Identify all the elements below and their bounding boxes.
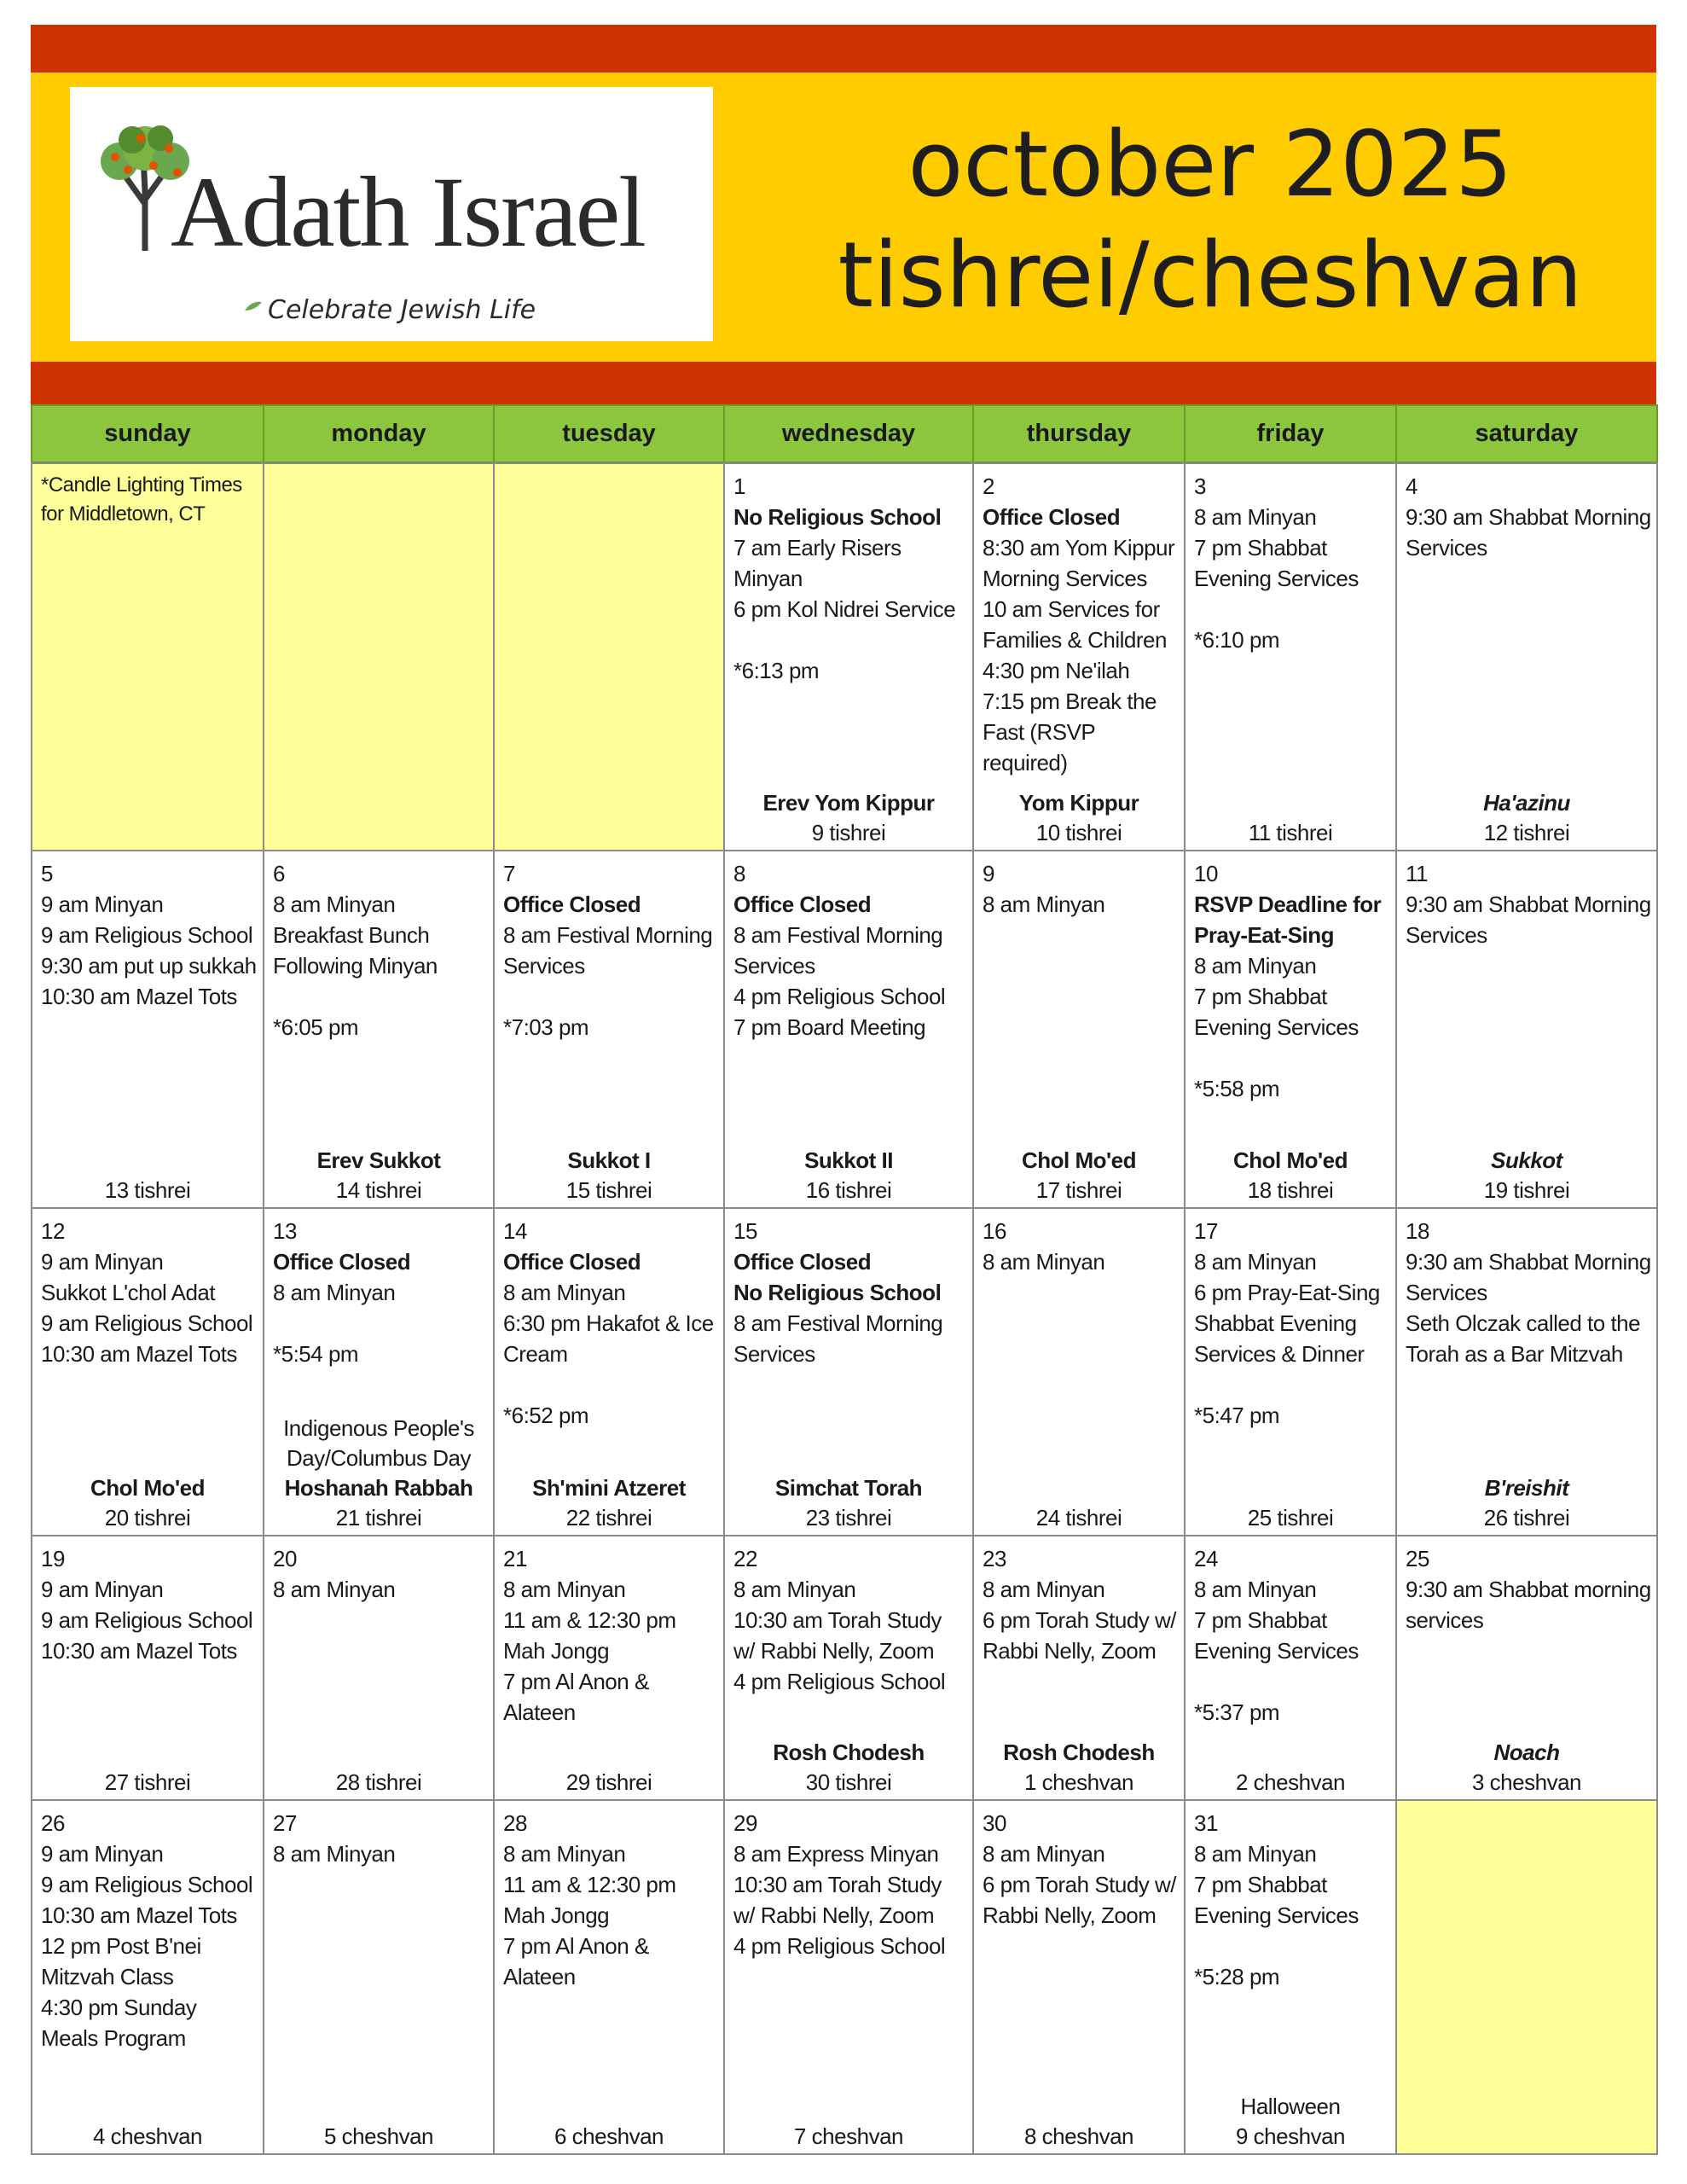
event-item: 6 pm Pray-Eat-Sing Shabbat Evening Services & Dinner <box>1194 1280 1380 1367</box>
hebrew-date: 5 cheshvan <box>324 2123 433 2149</box>
day-cell-2 <box>972 462 1186 851</box>
day-cell-16 <box>972 1207 1186 1536</box>
line-spacer <box>1194 594 1390 624</box>
day-number: 26 <box>41 1810 65 1836</box>
day-number: 4 <box>1406 473 1417 499</box>
line-spacer <box>503 981 718 1012</box>
line-spacer <box>733 624 967 655</box>
day-footer <box>264 2122 493 2152</box>
day-cell-6 <box>263 850 495 1209</box>
day-cell-18 <box>1395 1207 1658 1536</box>
hebrew-date: 9 tishrei <box>811 820 886 845</box>
event-item: 8 am Express Minyan <box>733 1841 939 1867</box>
day-number: 28 <box>503 1810 527 1836</box>
event-item: 9 am Religious School <box>41 1872 253 1897</box>
hebrew-date: 27 tishrei <box>104 1769 191 1795</box>
holiday-name: Halloween <box>1240 2094 1341 2119</box>
event-list <box>1194 889 1390 1104</box>
holiday-name: Rosh Chodesh <box>773 1740 925 1765</box>
empty-day-cell <box>1395 1799 1658 2155</box>
day-number: 1 <box>733 473 745 499</box>
holiday-name: Yom Kippur <box>1018 790 1139 816</box>
day-number: 8 <box>733 861 745 886</box>
event-list <box>1406 502 1651 563</box>
event-item: Seth Olczak called to the Torah as a Bar Mitzvah <box>1406 1310 1641 1367</box>
candle-lighting-time: *6:05 pm <box>273 1014 359 1040</box>
bottom-red-bar <box>31 362 1656 404</box>
day-header-saturday: saturday <box>1395 404 1658 463</box>
event-item: 8 am Minyan <box>1194 504 1317 530</box>
event-list <box>983 889 1179 920</box>
event-item: 9 am Minyan <box>41 1249 164 1275</box>
hebrew-months-title: tishrei/cheshvan <box>838 223 1583 328</box>
event-item: 8 am Minyan <box>1194 1577 1317 1602</box>
event-list <box>1194 1838 1390 1992</box>
day-cell-20 <box>263 1535 495 1801</box>
line-spacer <box>1194 1931 1390 1961</box>
holiday-name: Chol Mo'ed <box>1232 1147 1348 1173</box>
hebrew-date: 29 tishrei <box>565 1769 652 1795</box>
event-item: 8 am Minyan <box>983 892 1105 917</box>
hebrew-date: 2 cheshvan <box>1236 1769 1345 1795</box>
day-cell-29 <box>723 1799 974 2155</box>
day-footer <box>32 1473 263 1533</box>
event-item: 4:30 pm Sunday Meals Program <box>41 1995 197 2051</box>
day-number: 16 <box>983 1218 1006 1244</box>
event-item: 8 am Minyan <box>503 1841 626 1867</box>
event-list <box>733 1574 967 1697</box>
day-footer <box>725 1738 972 1798</box>
event-highlight: Office Closed <box>273 1249 411 1275</box>
candle-lighting-time: *6:52 pm <box>503 1403 589 1428</box>
day-footer <box>725 1473 972 1533</box>
holiday-name: Ha'azinu <box>1483 790 1570 816</box>
event-item: 10:30 am Torah Study w/ Rabbi Nelly, Zoom <box>733 1607 942 1664</box>
holiday-name: Hoshanah Rabbah <box>284 1475 473 1501</box>
day-footer <box>1186 1768 1395 1798</box>
day-cell-9 <box>972 850 1186 1209</box>
day-number: 14 <box>503 1218 527 1244</box>
day-number: 6 <box>273 861 285 886</box>
event-item: 8 am Minyan <box>1194 1841 1317 1867</box>
event-list <box>41 1246 258 1369</box>
logo-tagline: Celebrate Jewish Life <box>268 295 536 325</box>
holiday-name: Simchat Torah <box>774 1475 923 1501</box>
event-list <box>733 1838 967 1961</box>
hebrew-date: 26 tishrei <box>1483 1505 1570 1531</box>
event-highlight: Office Closed <box>503 1249 641 1275</box>
event-list <box>503 1246 718 1431</box>
hebrew-date: 7 cheshvan <box>794 2123 903 2149</box>
event-highlight: Office Closed <box>733 1249 872 1275</box>
event-item: 10 am Services for Families & Children <box>983 596 1167 653</box>
day-footer <box>974 1738 1184 1798</box>
event-list <box>1194 502 1390 655</box>
logo-name: Adath Israel <box>171 156 645 268</box>
day-number: 7 <box>503 861 515 886</box>
day-cell-12 <box>31 1207 264 1536</box>
event-item: Breakfast Bunch Following Minyan <box>273 922 438 979</box>
hebrew-date: 16 tishrei <box>805 1177 892 1203</box>
hebrew-date: 10 tishrei <box>1035 820 1122 845</box>
day-footer <box>1186 1503 1395 1533</box>
candle-lighting-time: *5:28 pm <box>1194 1964 1280 1989</box>
day-number: 21 <box>503 1546 527 1571</box>
hebrew-date: 19 tishrei <box>1483 1177 1570 1203</box>
candle-lighting-time: *5:58 pm <box>1194 1076 1280 1101</box>
holiday-name: Chol Mo'ed <box>90 1475 206 1501</box>
event-item: 8 am Minyan <box>273 1841 396 1867</box>
event-highlight: Office Closed <box>503 892 641 917</box>
event-item: 7 pm Shabbat Evening Services <box>1194 1607 1359 1664</box>
event-item: 8 am Minyan <box>983 1841 1105 1867</box>
holiday-name: Erev Sukkot <box>316 1147 441 1173</box>
event-highlight: Office Closed <box>983 504 1121 530</box>
hebrew-date: 12 tishrei <box>1483 820 1570 845</box>
hebrew-date: 1 cheshvan <box>1024 1769 1133 1795</box>
event-item: 9 am Minyan <box>41 892 164 917</box>
day-number: 27 <box>273 1810 297 1836</box>
day-cell-10 <box>1184 850 1397 1209</box>
event-item: 10:30 am Mazel Tots <box>41 1902 237 1928</box>
hebrew-date: 20 tishrei <box>104 1505 191 1531</box>
day-cell-27 <box>263 1799 495 2155</box>
event-list <box>1194 1574 1390 1728</box>
event-list <box>273 1574 488 1605</box>
event-list <box>273 1246 488 1369</box>
day-footer <box>495 1473 723 1533</box>
calendar-header <box>31 73 1656 362</box>
empty-day-cell <box>31 462 264 851</box>
holiday-name: B'reishit <box>1484 1475 1569 1501</box>
month-title: october 2025 <box>907 112 1513 217</box>
hebrew-date: 28 tishrei <box>335 1769 422 1795</box>
holiday-name: Chol Mo'ed <box>1021 1147 1137 1173</box>
event-item: 8:30 am Yom Kippur Morning Services <box>983 535 1175 591</box>
event-item: 7 am Early Risers Minyan <box>733 535 901 591</box>
day-footer <box>1186 818 1395 848</box>
day-cell-28 <box>493 1799 725 2155</box>
event-item: 7 pm Shabbat Evening Services <box>1194 535 1359 591</box>
event-item: 8 am Minyan <box>733 1577 856 1602</box>
day-footer <box>264 1414 493 1533</box>
event-item: 8 am Minyan <box>1194 953 1317 979</box>
event-item: 10:30 am Torah Study w/ Rabbi Nelly, Zoom <box>733 1872 942 1928</box>
day-number: 29 <box>733 1810 757 1836</box>
line-spacer <box>273 1308 488 1339</box>
day-number: 22 <box>733 1546 757 1571</box>
event-item: 8 am Minyan <box>273 1280 396 1305</box>
day-footer <box>974 788 1184 848</box>
day-number: 9 <box>983 861 994 886</box>
hebrew-date: 23 tishrei <box>805 1505 892 1531</box>
day-number: 24 <box>1194 1546 1218 1571</box>
day-footer <box>32 1768 263 1798</box>
event-list <box>733 1246 967 1369</box>
event-item: 6 pm Torah Study w/ Rabbi Nelly, Zoom <box>983 1607 1177 1664</box>
day-footer <box>974 2122 1184 2152</box>
event-list <box>503 1574 718 1728</box>
holiday-name: Sukkot II <box>804 1147 893 1173</box>
candle-lighting-time: *5:54 pm <box>273 1341 359 1367</box>
event-item: 7:15 pm Break the Fast (RSVP required) <box>983 688 1157 775</box>
event-list <box>41 1574 258 1666</box>
day-number: 2 <box>983 473 994 499</box>
event-list <box>273 889 488 1043</box>
event-item: 9:30 am Shabbat Morning Services <box>1406 1249 1651 1305</box>
day-footer <box>32 1176 263 1205</box>
event-item: 8 am Festival Morning Services <box>733 1310 943 1367</box>
event-item: 6:30 pm Hakafot & Ice Cream <box>503 1310 714 1367</box>
event-item: 10:30 am Mazel Tots <box>41 1638 237 1664</box>
line-spacer <box>273 981 488 1012</box>
day-cell-24 <box>1184 1535 1397 1801</box>
day-number: 19 <box>41 1546 65 1571</box>
event-item: 8 am Minyan <box>273 892 396 917</box>
hebrew-date: 21 tishrei <box>335 1505 422 1531</box>
event-item: 9 am Religious School <box>41 1310 253 1336</box>
event-list <box>503 1838 718 1992</box>
day-footer <box>974 1146 1184 1205</box>
event-item: 4 pm Religious School <box>733 1669 946 1694</box>
event-item: 8 am Festival Morning Services <box>733 922 943 979</box>
day-cell-25 <box>1395 1535 1658 1801</box>
day-number: 5 <box>41 861 53 886</box>
day-cell-30 <box>972 1799 1186 2155</box>
event-item: 9:30 am Shabbat morning services <box>1406 1577 1651 1633</box>
day-footer <box>32 2122 263 2152</box>
day-number: 30 <box>983 1810 1006 1836</box>
day-cell-31 <box>1184 1799 1397 2155</box>
event-item: 9 am Minyan <box>41 1841 164 1867</box>
hebrew-date: 24 tishrei <box>1035 1505 1122 1531</box>
event-item: 4 pm Religious School <box>733 1933 946 1959</box>
day-number: 31 <box>1194 1810 1218 1836</box>
candle-lighting-note: *Candle Lighting Times for Middletown, CT <box>41 473 242 526</box>
event-item: 11 am & 12:30 pm Mah Jongg <box>503 1872 676 1928</box>
day-number: 25 <box>1406 1546 1429 1571</box>
event-item: 9 am Religious School <box>41 922 253 948</box>
day-footer <box>1186 2092 1395 2152</box>
day-cell-13 <box>263 1207 495 1536</box>
day-header-sunday: sunday <box>31 404 264 463</box>
hebrew-date: 18 tishrei <box>1247 1177 1334 1203</box>
day-number: 23 <box>983 1546 1006 1571</box>
hebrew-date: 6 cheshvan <box>554 2123 664 2149</box>
empty-day-cell <box>493 462 725 851</box>
day-number: 11 <box>1406 861 1428 886</box>
holiday-name: Erev Yom Kippur <box>762 790 935 816</box>
day-number: 20 <box>273 1546 297 1571</box>
holiday-name: Rosh Chodesh <box>1003 1740 1155 1765</box>
calendar-grid <box>31 404 1656 2153</box>
event-item: 9:30 am Shabbat Morning Services <box>1406 504 1651 561</box>
day-cell-3 <box>1184 462 1397 851</box>
day-footer <box>725 1146 972 1205</box>
event-list <box>1406 889 1651 950</box>
empty-day-cell <box>263 462 495 851</box>
event-list <box>983 1246 1179 1277</box>
day-cell-14 <box>493 1207 725 1536</box>
holiday-name: Sh'mini Atzeret <box>532 1475 686 1501</box>
hebrew-date: 4 cheshvan <box>93 2123 202 2149</box>
day-cell-19 <box>31 1535 264 1801</box>
event-list <box>503 889 718 1043</box>
candle-lighting-time: *5:47 pm <box>1194 1403 1280 1428</box>
day-footer <box>725 788 972 848</box>
event-item: 8 am Minyan <box>273 1577 396 1602</box>
event-item: 9:30 am Shabbat Morning Services <box>1406 892 1651 948</box>
hebrew-date: 25 tishrei <box>1247 1505 1334 1531</box>
hebrew-date: 17 tishrei <box>1035 1177 1122 1203</box>
day-footer <box>264 1146 493 1205</box>
event-list <box>1406 1246 1651 1369</box>
event-item: 8 am Minyan <box>503 1280 626 1305</box>
event-item: 7 pm Shabbat Evening Services <box>1194 984 1359 1040</box>
day-number: 17 <box>1194 1218 1218 1244</box>
hebrew-date: 22 tishrei <box>565 1505 652 1531</box>
line-spacer <box>1194 1666 1390 1697</box>
day-cell-4 <box>1395 462 1658 851</box>
day-footer <box>974 1503 1184 1533</box>
hebrew-date: 14 tishrei <box>335 1177 422 1203</box>
day-number: 12 <box>41 1218 65 1244</box>
top-red-bar <box>31 25 1656 73</box>
event-item: Sukkot L'chol Adat <box>41 1280 216 1305</box>
line-spacer <box>503 1369 718 1400</box>
day-header-wednesday: wednesday <box>723 404 974 463</box>
day-number: 18 <box>1406 1218 1429 1244</box>
event-list <box>41 889 258 1012</box>
day-cell-23 <box>972 1535 1186 1801</box>
secular-holiday: Indigenous People's Day/Columbus Day <box>283 1415 474 1471</box>
day-cell-22 <box>723 1535 974 1801</box>
logo <box>70 87 713 341</box>
day-header-tuesday: tuesday <box>493 404 725 463</box>
holiday-name: Sukkot <box>1491 1147 1562 1173</box>
event-highlight: RSVP Deadline for Pray-Eat-Sing <box>1194 892 1382 948</box>
holiday-name: Noach <box>1493 1740 1560 1765</box>
event-item: 6 pm Kol Nidrei Service <box>733 596 956 622</box>
day-number: 10 <box>1194 861 1218 886</box>
event-item: 8 am Festival Morning Services <box>503 922 713 979</box>
event-highlight: Office Closed <box>733 892 872 917</box>
day-cell-1 <box>723 462 974 851</box>
hebrew-date: 30 tishrei <box>805 1769 892 1795</box>
event-list <box>1406 1574 1651 1635</box>
candle-lighting-time: *6:10 pm <box>1194 627 1280 653</box>
hebrew-date: 11 tishrei <box>1248 820 1333 845</box>
event-item: 7 pm Al Anon & Alateen <box>503 1933 649 1989</box>
event-list <box>733 502 967 686</box>
hebrew-date: 13 tishrei <box>104 1177 191 1203</box>
event-item: 8 am Minyan <box>983 1249 1105 1275</box>
event-list <box>983 502 1179 778</box>
event-list <box>983 1574 1179 1666</box>
day-cell-21 <box>493 1535 725 1801</box>
day-footer <box>1397 788 1656 848</box>
day-header-friday: friday <box>1184 404 1397 463</box>
hebrew-date: 8 cheshvan <box>1024 2123 1133 2149</box>
day-number: 15 <box>733 1218 757 1244</box>
day-footer <box>264 1768 493 1798</box>
event-item: 6 pm Torah Study w/ Rabbi Nelly, Zoom <box>983 1872 1177 1928</box>
day-footer <box>495 2122 723 2152</box>
day-footer <box>495 1768 723 1798</box>
hebrew-date: 3 cheshvan <box>1472 1769 1581 1795</box>
day-header-thursday: thursday <box>972 404 1186 463</box>
day-cell-8 <box>723 850 974 1209</box>
event-item: 7 pm Board Meeting <box>733 1014 926 1040</box>
candle-lighting-time: *5:37 pm <box>1194 1699 1280 1725</box>
event-item: 7 pm Shabbat Evening Services <box>1194 1872 1359 1928</box>
event-item: 8 am Minyan <box>503 1577 626 1602</box>
event-item: 8 am Minyan <box>1194 1249 1317 1275</box>
day-footer <box>1397 1738 1656 1798</box>
day-cell-26 <box>31 1799 264 2155</box>
line-spacer <box>1194 1369 1390 1400</box>
event-item: 12 pm Post B'nei Mitzvah Class <box>41 1933 201 1989</box>
event-item: 11 am & 12:30 pm Mah Jongg <box>503 1607 676 1664</box>
candle-lighting-time: *6:13 pm <box>733 658 820 683</box>
event-highlight: No Religious School <box>733 504 942 530</box>
day-footer <box>1397 1473 1656 1533</box>
hebrew-date: 9 cheshvan <box>1236 2123 1345 2149</box>
day-header-monday: monday <box>263 404 495 463</box>
event-list <box>1194 1246 1390 1431</box>
event-item: 9 am Minyan <box>41 1577 164 1602</box>
day-cell-15 <box>723 1207 974 1536</box>
hebrew-date: 15 tishrei <box>565 1177 652 1203</box>
line-spacer <box>1194 1043 1390 1073</box>
leaf-icon <box>243 300 264 312</box>
day-footer <box>495 1146 723 1205</box>
day-cell-17 <box>1184 1207 1397 1536</box>
day-cell-7 <box>493 850 725 1209</box>
event-item: 10:30 am Mazel Tots <box>41 1341 237 1367</box>
event-item: 4:30 pm Ne'ilah <box>983 658 1130 683</box>
event-list <box>41 1838 258 2053</box>
event-item: 10:30 am Mazel Tots <box>41 984 237 1009</box>
day-footer <box>725 2122 972 2152</box>
event-item: 9:30 am put up sukkah <box>41 953 257 979</box>
event-list <box>733 889 967 1043</box>
day-cell-11 <box>1395 850 1658 1209</box>
event-highlight: No Religious School <box>733 1280 942 1305</box>
day-number: 3 <box>1194 473 1206 499</box>
event-item: 4 pm Religious School <box>733 984 946 1009</box>
day-footer <box>1397 1146 1656 1205</box>
day-cell-5 <box>31 850 264 1209</box>
event-item: 8 am Minyan <box>983 1577 1105 1602</box>
day-number: 13 <box>273 1218 297 1244</box>
event-list <box>273 1838 488 1869</box>
day-footer <box>1186 1146 1395 1205</box>
candle-lighting-time: *7:03 pm <box>503 1014 589 1040</box>
event-list <box>983 1838 1179 1931</box>
event-item: 9 am Religious School <box>41 1607 253 1633</box>
holiday-name: Sukkot I <box>567 1147 651 1173</box>
event-item: 7 pm Al Anon & Alateen <box>503 1669 649 1725</box>
